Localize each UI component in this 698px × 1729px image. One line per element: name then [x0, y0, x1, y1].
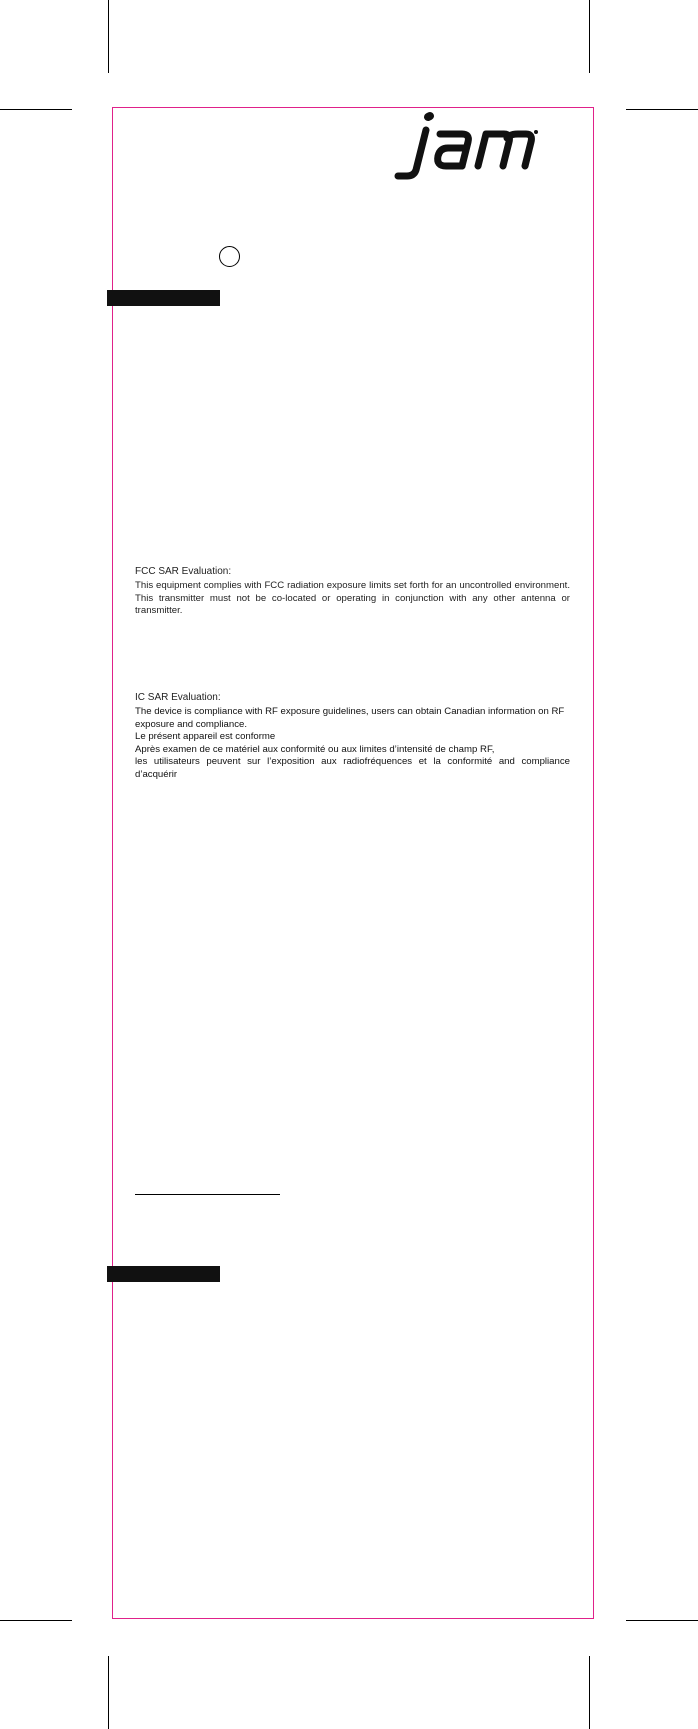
- crop-mark-bottom-left: [108, 1656, 109, 1729]
- crop-mark-right-bottom: [626, 1620, 698, 1621]
- crop-mark-right-top: [626, 109, 698, 110]
- jam-logo-mark: [392, 108, 544, 182]
- ic-sar-heading: IC SAR Evaluation:: [135, 692, 221, 703]
- ic-sar-section: [135, 691, 570, 781]
- ic-sar-line: Après examen de ce matériel aux conformité ou aux limites d’intensité de champ RF,: [135, 743, 495, 755]
- crop-mark-bottom-right: [589, 1656, 590, 1729]
- fcc-sar-heading: FCC SAR Evaluation:: [135, 566, 232, 577]
- trim-frame: [112, 107, 594, 1619]
- section-bar-bottom: [107, 1266, 220, 1282]
- jam-logo: [392, 108, 544, 182]
- ic-sar-line: The device is compliance with RF exposure guidelines, users can obtain Canadian information on RF: [135, 706, 565, 717]
- crop-mark-top-left: [108, 0, 109, 73]
- ic-sar-line: exposure and compliance.: [135, 718, 247, 730]
- ic-sar-line: les utilisateurs peuvent sur l’exposition aux radiofréquences et la conformité and compliance: [135, 756, 570, 767]
- fcc-sar-body: This equipment complies with FCC radiation exposure limits set forth for an uncontrolled environment. This transmitter must not be co-located or operating in conjunction with any other antenna or transmitter.: [135, 580, 570, 616]
- fcc-sar-section: [135, 565, 570, 618]
- circle-mark: [219, 246, 240, 267]
- ic-sar-line: d’acquérir: [135, 768, 178, 780]
- footnote-rule: [135, 1194, 280, 1195]
- section-bar-top: [107, 290, 220, 306]
- ic-sar-line: Le présent appareil est conforme: [135, 731, 276, 742]
- crop-mark-top-right: [589, 0, 590, 73]
- crop-mark-left-top: [0, 109, 72, 110]
- crop-mark-left-bottom: [0, 1620, 72, 1621]
